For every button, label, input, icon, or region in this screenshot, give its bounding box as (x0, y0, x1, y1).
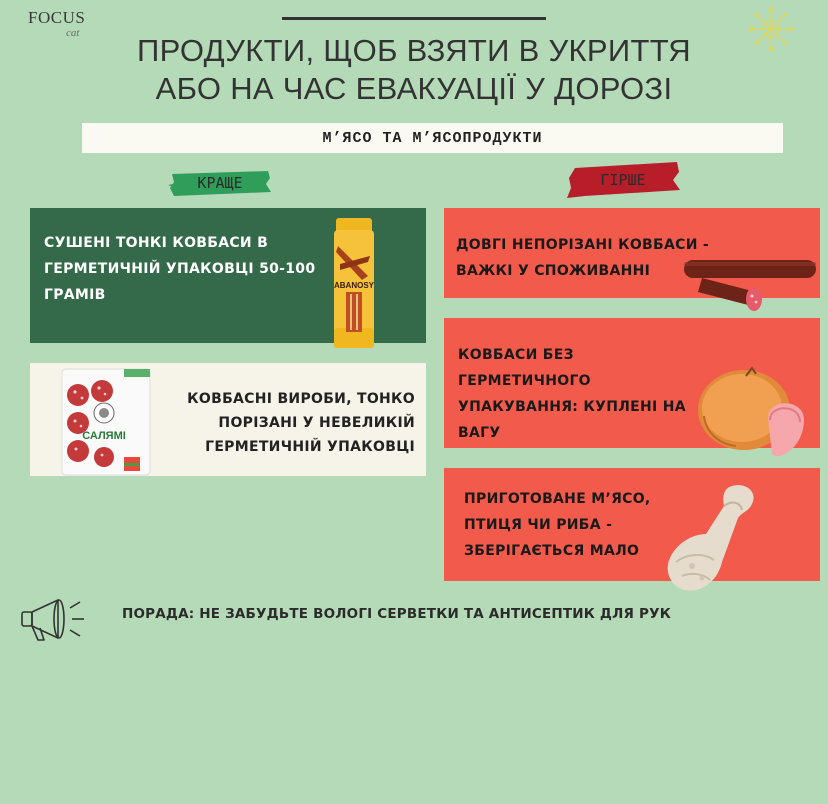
better-card-text: КОВБАСНІ ВИРОБИ, ТОНКО ПОРІЗАНІ У НЕВЕЛИКІЙ ГЕРМЕТИЧНІЙ УПАКОВЦІ (187, 391, 415, 455)
worse-card-text: ПРИГОТОВАНЕ М’ЯСО, ПТИЦЯ ЧИ РИБА - ЗБЕРІГАЄТЬСЯ МАЛО (464, 491, 651, 559)
tip-text: ПОРАДА: НЕ ЗАБУДЬТЕ ВОЛОГІ СЕРВЕТКИ ТА АНТИСЕПТИК ДЛЯ РУК (122, 606, 671, 622)
package-label: ABANOSY (333, 281, 375, 290)
better-label (168, 168, 272, 198)
boiled-sausage-image (692, 358, 812, 468)
logo-subtext: cat (66, 27, 80, 39)
worse-label (565, 160, 681, 200)
megaphone-icon (18, 596, 90, 644)
salami-package-image (58, 365, 154, 483)
logo-text: FOCUS (28, 8, 86, 27)
worse-card-text: КОВБАСИ БЕЗ ГЕРМЕТИЧНОГО УПАКУВАННЯ: КУПЛЕНІ НА ВАГУ (458, 347, 686, 441)
kabanosy-package-image (332, 216, 376, 350)
better-card-text: СУШЕНІ ТОНКІ КОВБАСИ В ГЕРМЕТИЧНІЙ УПАКОВЦІ 50-100 ГРАМІВ (44, 235, 316, 303)
chicken-leg-image (662, 482, 768, 600)
long-sausage-image (680, 254, 818, 314)
better-label-text: КРАЩЕ (197, 174, 243, 192)
worse-label-text: ГІРШЕ (600, 171, 646, 189)
top-divider (282, 17, 546, 20)
package-label: САЛЯМІ (82, 430, 126, 442)
category-banner: М’ЯСО ТА М’ЯСОПРОДУКТИ (82, 123, 783, 153)
page-title: ПРОДУКТИ, ЩОБ ВЗЯТИ В УКРИТТЯ АБО НА ЧАС ЕВАКУАЦІЇ У ДОРОЗІ (137, 33, 691, 106)
worse-card-text: ДОВГІ НЕПОРІЗАНІ КОВБАСИ - ВАЖКІ У СПОЖИВАННІ (456, 237, 709, 279)
